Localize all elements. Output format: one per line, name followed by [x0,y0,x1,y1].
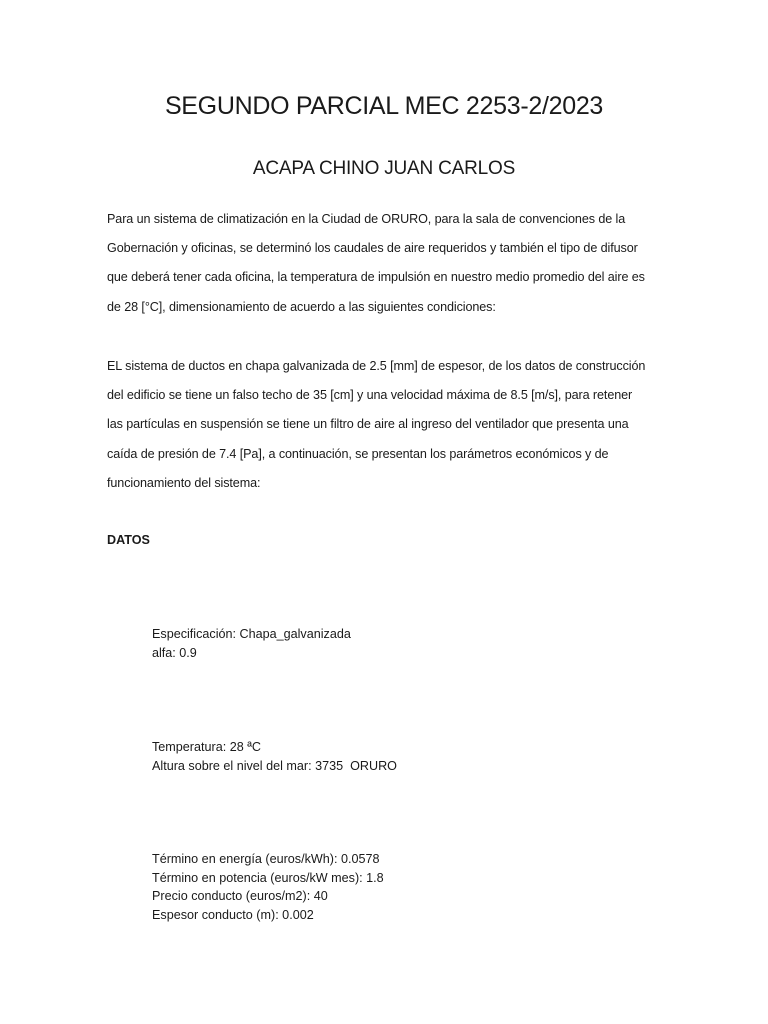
datos-heading: DATOS [107,533,150,547]
paragraph-intro: Para un sistema de climatización en la Ciudad de ORURO, para la sala de convenciones de la Gobernación y oficinas, se determinó los caudales de aire requeridos y también el tipo de difusor que deberá tener cada oficina, la temperatura de impulsión en nuestro medio promedio del aire es de 28 [°C], dimensionamiento de acuerdo a las siguientes condiciones: [107,212,645,314]
data-group-specification [152,625,351,662]
data-line: Precio conducto (euros/m2): 40 [152,889,328,903]
paragraph-ducts: EL sistema de ductos en chapa galvanizada de 2.5 [mm] de espesor, de los datos de construcción del edificio se tiene un falso techo de 35 [cm] y una velocidad máxima de 8.5 [m/s], para retener las partículas en suspensión se tiene un filtro de aire al ingreso del ventilador que presenta una caída de presión de 7.4 [Pa], a continuación, se presentan los parámetros económicos y de funcionamiento del sistema: [107,359,646,490]
data-line: Temperatura: 28 ªC [152,740,261,754]
data-line: alfa: 0.9 [152,645,197,660]
data-group-location [152,738,397,775]
data-line: Término en energía (euros/kWh): 0.0578 [152,852,380,866]
data-line: Término en potencia (euros/kW mes): 1.8 [152,870,384,885]
data-line: Espesor conducto (m): 0.002 [152,907,314,922]
data-line: Altura sobre el nivel del mar: 3735 ORURO [152,758,397,773]
data-line: Especificación: Chapa_galvanizada [152,627,351,641]
data-group-economic [152,850,384,924]
document-author: ACAPA CHINO JUAN CARLOS [252,158,516,179]
document-title: SEGUNDO PARCIAL MEC 2253-2/2023 [164,92,604,120]
